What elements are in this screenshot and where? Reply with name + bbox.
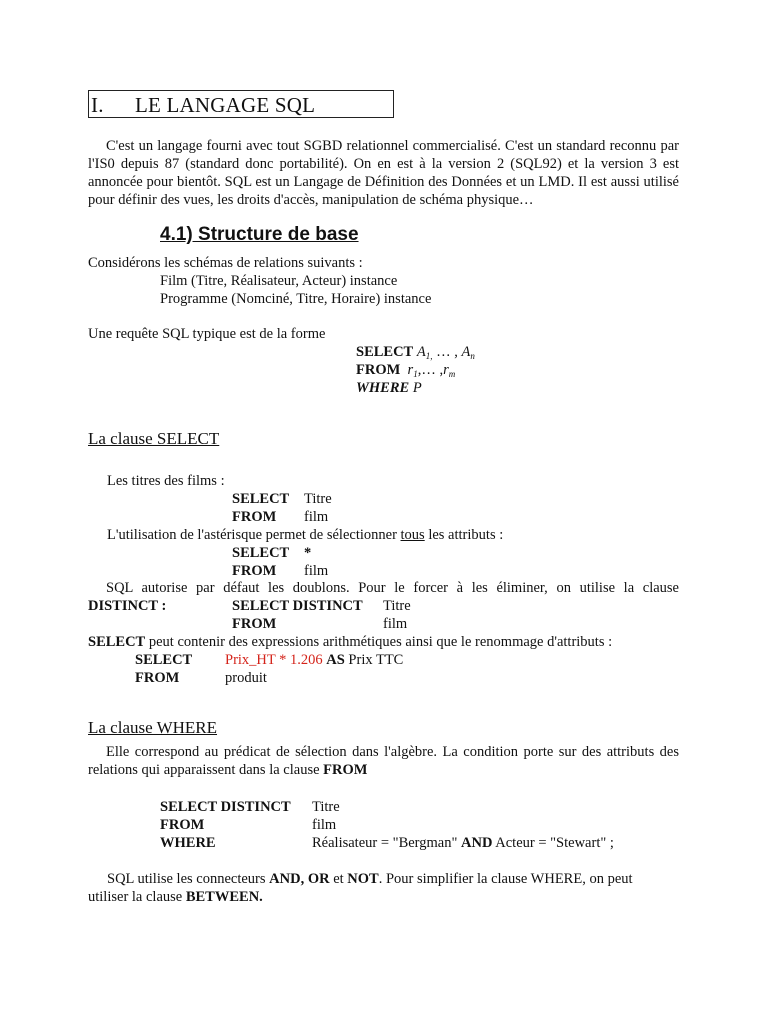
section-title: LE LANGAGE SQL [135, 93, 316, 117]
schema-programme: Programme (Nomciné, Titre, Horaire) instance [160, 291, 432, 307]
ex4-from-kw: FROM [135, 670, 180, 686]
rel-rm: r [443, 362, 449, 378]
outro-3: . Pour simplifier la clause WHERE, on peut [378, 871, 633, 887]
attr-a1: A [416, 344, 426, 360]
rel-rm-sub: m [448, 369, 456, 379]
where-select-kw: SELECT DISTINCT [160, 799, 291, 815]
ex2-from-kw: FROM [232, 563, 277, 579]
ex3-distinct-label: DISTINCT : [88, 598, 167, 614]
outro-line2-text: utiliser la clause [88, 889, 186, 905]
where-clause-heading: La clause WHERE [88, 718, 218, 737]
from-ellipsis: ,… , [417, 362, 444, 378]
where-cond-b: Acteur = "Stewart" ; [492, 835, 614, 851]
ex3-intro: SQL autorise par défaut les doublons. Pour le forcer à les éliminer, on utilise la clause [106, 580, 679, 596]
ex3-select-val: Titre [383, 598, 411, 614]
where-from-kw: FROM [160, 817, 205, 833]
where-keyword: WHERE [356, 380, 410, 396]
attr-an-sub: n [470, 351, 475, 361]
ex2-intro [107, 526, 503, 544]
section-number: I. [91, 93, 104, 117]
where-condition [312, 834, 614, 852]
ex4-expression: Prix_HT * 1.206 [225, 652, 323, 668]
where-select-val: Titre [312, 799, 340, 815]
ex1-from-kw: FROM [232, 509, 277, 525]
intro-paragraph: C'est un langage fourni avec tout SGBD relationnel commercialisé. C'est un standard reconnu par l'IS0 depuis 87 (standard donc portabilité). On en est à la version 2 (SQL92) et la version 3 est annoncée pour bientôt. SQL est un Langage de Définition des Données et un LMD. Il est aussi utilisé pour définir des vues, les droits d'accès, manipulation de schéma physique… [88, 138, 679, 208]
where-intro [88, 743, 679, 779]
subsection-heading: 4.1) Structure de base [160, 224, 359, 245]
typical-query-intro: Une requête SQL typique est de la forme [88, 326, 326, 342]
ex2-intro-b: les attributs : [424, 527, 504, 543]
ex4-select-kw: SELECT [135, 652, 193, 668]
where-outro-line1 [107, 870, 633, 888]
ex3-from-val: film [383, 616, 408, 632]
ex2-select-val: * [304, 545, 312, 561]
rel-r1-sub: 1 [413, 369, 418, 379]
ex1-select-val: Titre [304, 491, 332, 507]
rel-r1: r [407, 362, 414, 378]
ex3-select-kw: SELECT DISTINCT [232, 598, 363, 614]
section-title-box [88, 90, 394, 118]
ex2-intro-underlined: tous [400, 527, 425, 543]
where-from-val: film [312, 817, 337, 833]
ex3-from-kw: FROM [232, 616, 277, 632]
ex1-intro: Les titres des films : [107, 473, 225, 489]
ex4-from-val: produit [225, 670, 267, 686]
ex2-select-kw: SELECT [232, 545, 290, 561]
ex1-select-kw: SELECT [232, 491, 290, 507]
ex4-intro-rest: peut contenir des expressions arithmétiques ainsi que le renommage d'attributs : [145, 634, 613, 650]
ex2-from-val: film [304, 563, 329, 579]
select-clause-heading: La clause SELECT [88, 429, 220, 448]
ex4-select-expr [225, 651, 403, 669]
outro-kw2: NOT [347, 871, 379, 887]
outro-kw1: AND, OR [269, 871, 330, 887]
ex1-from-val: film [304, 509, 329, 525]
from-keyword: FROM [356, 362, 401, 378]
select-ellipsis: … , [432, 344, 462, 360]
outro-1: SQL utilise les connecteurs [107, 871, 270, 887]
ex4-intro-kw: SELECT [88, 634, 146, 650]
ex4-alias: Prix TTC [348, 652, 404, 668]
ex4-intro [88, 633, 612, 651]
where-intro-text: Elle correspond au prédicat de sélection dans l'algèbre. La condition porte sur des attributs des relations qui apparaissent dans la clause [88, 744, 679, 778]
where-intro-kw: FROM [323, 762, 368, 778]
where-outro-line2 [88, 888, 263, 906]
predicate-p: P [412, 380, 422, 396]
where-where-kw: WHERE [160, 835, 216, 851]
schemas-intro: Considérons les schémas de relations suivants : [88, 255, 363, 271]
schema-film: Film (Titre, Réalisateur, Acteur) instance [160, 273, 398, 289]
typical-where-line [356, 379, 422, 397]
attr-a1-sub: 1, [425, 351, 433, 361]
attr-an: A [461, 344, 471, 360]
select-keyword: SELECT [356, 344, 414, 360]
where-cond-a: Réalisateur = "Bergman" [312, 835, 462, 851]
outro-2: et [329, 871, 348, 887]
outro-kw3: BETWEEN. [185, 889, 263, 905]
ex4-as-kw: AS [326, 652, 345, 668]
where-cond-and: AND [461, 835, 493, 851]
ex2-intro-a: L'utilisation de l'astérisque permet de sélectionner [107, 527, 401, 543]
